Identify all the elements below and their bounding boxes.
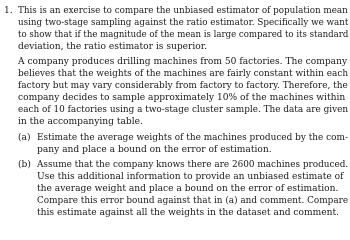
body-line: factory but may vary considerably from factory to factory. Therefore, the bbox=[18, 81, 348, 91]
part-a-line: Estimate the average weights of the machines produced by the com- bbox=[37, 133, 349, 143]
intro-line: deviation, the ratio estimator is superior. bbox=[18, 42, 208, 52]
part-b-line: Compare this error bound against that in (a) and comment. Compare bbox=[37, 196, 349, 206]
intro-line: using two-stage sampling against the ratio estimator. Specifically we want bbox=[18, 18, 349, 28]
part-b-line: the average weight and place a bound on the error of estimation. bbox=[37, 184, 339, 194]
problem-number: 1. bbox=[4, 6, 13, 16]
intro-line: This is an exercise to compare the unbiased estimator of population mean bbox=[18, 6, 348, 16]
body-line: in the accompanying table. bbox=[18, 117, 143, 127]
part-b-line: this estimate against all the weights in the dataset and comment. bbox=[37, 208, 340, 218]
part-a-label: (a) bbox=[18, 133, 31, 143]
part-b-line: Use this additional information to provide an unbiased estimate of bbox=[37, 172, 344, 182]
part-b-label: (b) bbox=[18, 160, 31, 170]
part-b-line: Assume that the company knows there are 2600 machines produced. bbox=[37, 160, 349, 170]
intro-line: to show that if the magnitude of the mean is large compared to its standard bbox=[18, 30, 349, 40]
part-a-line: pany and place a bound on the error of estimation. bbox=[37, 145, 272, 155]
body-line: believes that the weights of the machines are fairly constant within each bbox=[18, 69, 349, 79]
body-line: each of 10 factories using a two-stage cluster sample. The data are given bbox=[18, 105, 349, 115]
body-line: A company produces drilling machines from 50 factories. The company bbox=[18, 57, 348, 67]
body-line: company decides to sample approximately 10% of the machines within bbox=[18, 93, 346, 103]
